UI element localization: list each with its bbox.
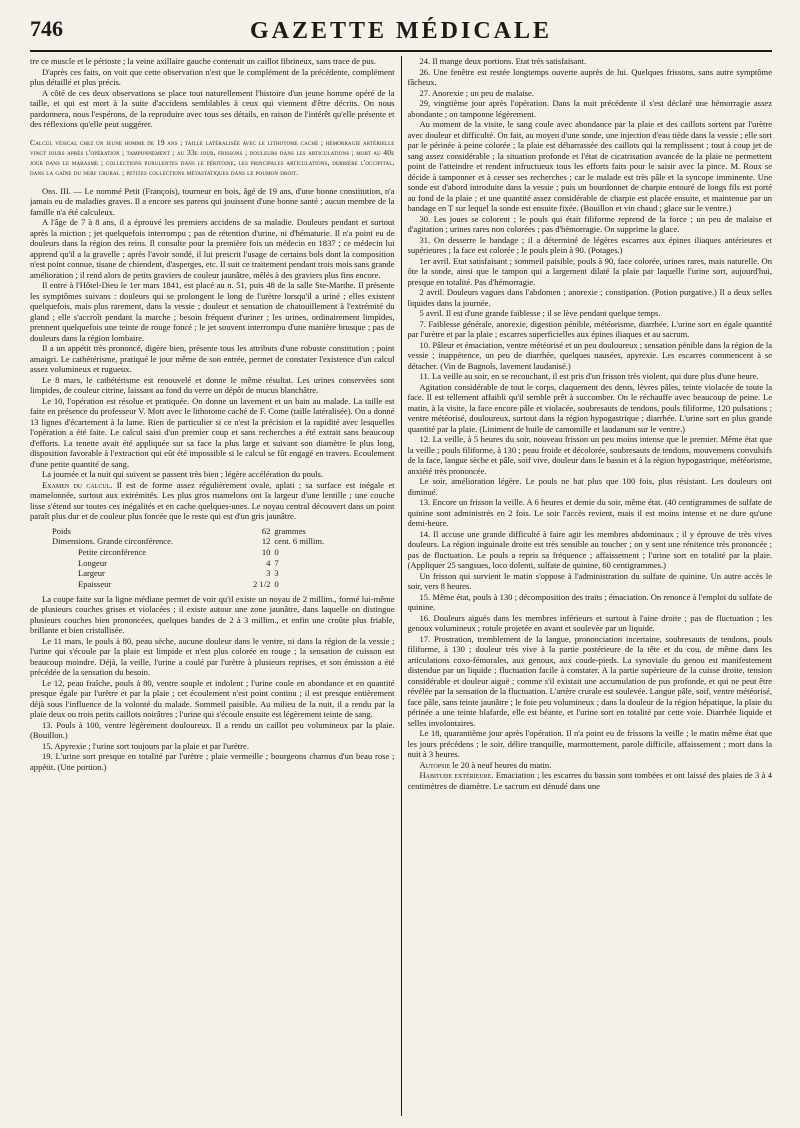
measure-label: Petite circonférence <box>78 546 147 557</box>
left-column <box>30 56 395 1116</box>
paragraph: 30. Les joues se colorent ; le pouls qui était filiforme reprend de la force ; un peu de malaise et d'agitation ; urines rares non colorées ; pas d'hémorragie. On supprime la glace. <box>407 213 772 234</box>
habit-label: Habitude extérieure. <box>419 770 494 780</box>
paragraph: 17. Prostration, tremblement de la langue, prononciation incertaine, soubresauts de tendons, pouls filiforme, à 130 ; douleur très vive à la partie postérieure de la tête et du cou, de même dans les articulations coxo-fémorales, aux genoux, aux coude-pieds. La synoviale du genou est manifestement distendue par un liquide ; fluctuation facile à constater. A la partie supérieure de la cuisse droite, tension considérable et douleur aiguë ; comme s'il existait une accumulation de pus profonde, et qui ne peut être révélée par la sensation de la fluctuation. L'artère crurale est soulevée. Langue pâle, soif, ventre météorisé, face pâle, sans teinte jaunâtre ; le foie peu volumineux ; dans la douleur de la région hépatique, la plaie du périnée a une teinte blafarde, elle est béante, et l'urine sort en totalité par cette voie. Diarrhée liquide et selles involontaires. <box>407 633 772 728</box>
habit-text: Emaciation ; les escarres du bassin sont tombées et ont laissé des plaies de 3 à 4 centimètres de diamètre. Le sacrum est dénudé dans une <box>407 770 772 791</box>
paragraph: 14. Il accuse une grande difficulté à faire agir les membres abdominaux ; il y éprouve de très vives douleurs. La région inguinale droite est très sensible au toucher ; on y sent une rénitence très prononcée ; pas de fluctuation. Le pouls a repris sa fréquence ; affaissement ; l'urine sort en totalité par la plaie. (Appliquer 25 sangsues, loco dolenti, sulfate de quinine, 60 centigrammes.) <box>407 528 772 570</box>
external-habit <box>408 770 773 791</box>
paragraph: 1er avril. Etat satisfaisant ; sommeil paisible, pouls à 90, face colorée, urines rares, mais naturelle. On ôte la sonde, ainsi que le tampon qui a largement dilaté la plaie par laquelle l'urine sort, aujourd'hui, presque en totalité. Pas d'hémorragie. <box>407 255 772 287</box>
measure-row <box>50 547 350 558</box>
measure-value: 62 <box>261 525 271 536</box>
measure-value: 2 1/2 <box>253 578 271 589</box>
exam-text: Il est de forme assez régulièrement ovale, aplati ; sa surface est inégale et mamelonnée, surtout aux extrémités. Les plus gros mamelons ont la largeur d'une lentille ; une couche lisse s'étend sur toutes ces inégalités et en cache quelques-unes. Le noyau central découvert dans un point paraît plus dur et de couleur plus foncée que le reste qui est d'un gris jaunâtre. <box>30 479 395 521</box>
measure-label: Poids <box>52 525 72 536</box>
right-column <box>408 56 773 1116</box>
measure-label: Epaisseur <box>78 578 112 589</box>
measure-row <box>50 568 350 579</box>
paragraph: 26. Une fenêtre est restée longtemps ouverte auprès de lui. Quelques frissons, sans autre symptôme fâcheux. <box>407 66 772 87</box>
measure-value: 3 <box>266 568 271 579</box>
autopsy-text: le 20 à neuf heures du matin. <box>450 759 552 770</box>
measure-value: 10 <box>261 546 271 557</box>
paragraph: Un frisson qui survient le matin s'oppose à l'administration du sulfate de quinine. Un autre accès le soir, vers 8 heures. <box>407 570 772 591</box>
paragraph: 19. L'urine sort presque en totalité par l'urètre ; plaie vermeille ; bourgeons charnus d'un beau rose ; appétit. (Une portion.) <box>30 751 395 772</box>
paragraph: D'après ces faits, on voit que cette observation n'est que le complément de la précédente, complément plus détaillé et plus précis. <box>30 66 395 87</box>
paragraph: 16. Douleurs aiguës dans les membres inférieurs et surtout à l'aine droite ; pas de fluctuation ; les genoux volumineux ; rotule projetée en avant et soulevée par un liquide. <box>407 612 772 633</box>
measure-value-mm: 0 <box>274 578 279 589</box>
paragraph: 15. Apyrexie ; l'urine sort toujours par la plaie et par l'urètre. <box>42 740 249 751</box>
paragraph: Le 8 mars, le cathétérisme est renouvelé et donne le même résultat. Les urines conservées sont limpides, de couleur citrine, laissant au fond du verre un dépôt de mucus blanchâtre. <box>30 374 395 395</box>
paragraph: 27. Anorexie ; un peu de malaise. <box>419 87 534 98</box>
measure-unit: grammes <box>274 525 306 536</box>
paragraph: 15. Même état, pouls à 130 ; décomposition des traits ; émaciation. On renonce à l'emploi du sulfate de quinine. <box>407 591 772 612</box>
paragraph: 12. La veille, à 5 heures du soir, nouveau frisson un peu moins intense que le premier. Même état que la veille ; pouls filiforme, à 130 ; peau froide et décolorée, soubresauts de tendons, mouvemens convulsifs de la face, langue sèche et pâle, soif vive, douleur dans le bassin et à la région hypogastrique, météorisme, anxiété très prononcée. <box>407 434 772 476</box>
paragraph: Le 12, peau fraîche, pouls à 80, ventre souple et indolent ; l'urine coule en abondance et en quantité presque égale par l'urètre et par la plaie ; cet écoulement n'est point continu ; il est presque entièrement déjà sous l'influence de la volonté du malade. Sommeil paisible. Au milieu de la nuit, il a rendu par la plaie deux ou trois petits caillots noirâtres ; l'urine qui s'écoule ensuite est légèrement teinte de sang. <box>30 677 395 720</box>
measure-row <box>50 579 350 590</box>
paragraph: Il entre à l'Hôtel-Dieu le 1er mars 1841, est placé au n. 51, puis 48 de la salle Ste-Marthe. Il présente les symptômes suivans : douleurs qui se prolongent le long de l'urètre lorsqu'il a uriné ; elles existent quelquefois, mais plus rarement, dans la vessie ; douleur et sensation de chatouillement à l'extrémité du gland ; elle s'accroît pendant la marche ; besoin fréquent d'uriner ; les urines, ordinairement limpides, prennent quelquefois une teinte de rouge foncé ; le jet souvent interrompu d'une manière brusque ; pas de douleurs dans la région lombaire. <box>30 280 395 343</box>
paragraph: Le 18, quarantième jour après l'opération. Il n'a point eu de frissons la veille ; le matin même état que les jours précédens ; le soir, délire tranquille, marmottement, parole difficile, affaissement ; mort dans la nuit à 3 heures. <box>407 728 772 759</box>
observation-intro <box>30 186 395 218</box>
paragraph: 5 avril. Il est d'une grande faiblesse ; il se lève pendant quelque temps. <box>419 308 661 318</box>
measure-value-mm: 7 <box>274 557 279 568</box>
page-number: 746 <box>30 16 63 41</box>
paragraph: 31. On desserre le bandage ; il a déterminé de légères escarres aux épines iliaques antérieures et supérieures ; la face est colorée ; le pouls plein à 90. (Potages.) <box>407 234 772 255</box>
paragraph: Il a un appétit très prononcé, digère bien, présente tous les attributs d'une robuste constitution ; point amaigri. Le cathétérisme, pratiqué le jour même de son entrée, permet de constater l'existence d'un calcul assez volumineux et rugueux. <box>30 343 395 374</box>
measure-row <box>50 536 350 547</box>
paragraph: A l'âge de 7 à 8 ans, il a éprouvé les premiers accidens de sa maladie. Douleurs pendant et surtout après la miction ; jet quelquefois interrompu ; pas de rétention d'urine, ni d'hématurie. Il n'a point eu de douleurs dans la région des reins. Il consulte pour la première fois un médecin en 1837 ; ce médecin lui apprend qu'il a la gravelle ; après l'avoir sondé, il lui prescrit l'usage de certains bols dont la composition n'est point connue, tisane de chiendent, d'asperges, etc. Il suit ce traitement pendant trois mois sans grande amélioration ; il rend alors de petits graviers de couleur jaunâtre, mêlés à des graviers plus fins encore. <box>30 217 395 280</box>
measure-value-mm: 3 <box>274 568 279 579</box>
paragraph: Au moment de la visite, le sang coule avec abondance par la plaie et des caillots sortent par l'urètre avec douleur et difficulté. On fait, au moyen d'une sonde, une injection d'eau tiède dans la vessie ; elle sort par le périnée à peine colorée ; la plaie est débarrassée des caillots qui la remplissent ; tout à coup jet de sang assez considérable ; la situation profonde et l'état de cicatrisation avancée de la plaie ne permettent point de l'atteindre et rendent infructueux tous les efforts faits pour le saisir avec la pince. M. Roux se décide à tamponner et à cesser ses recherches ; car le malade est très pâle et la syncope imminente. Une sonde est d'abord introduite dans la vessie ; puis un bourdonnet de charpie entouré de longs fils est porté au fond de la plaie ; et une quantité assez considérable de charpie est placée ensuite, et maintenue par un bandage en T sur lequel la sonde est ensuite fixée. (Bouillon et vin chaud ; glace sur le ventre.) <box>407 119 772 213</box>
measure-row <box>50 558 350 569</box>
measure-value: 4 <box>266 557 271 568</box>
measure-value-mm: 0 <box>274 546 279 557</box>
journal-title: GAZETTE MÉDICALE <box>249 18 553 44</box>
paragraph: 24. Il mange deux portions. Etat très satisfaisant. <box>419 56 587 66</box>
paragraph: 13. Encore un frisson la veille. A 6 heures et demie du soir, même état. (40 centigrammes de sulfate de quinine sont administrés en 2 fois. Le soir l'accès revient, mais il est moins intense et ne dure qu'une demi-heure. <box>407 497 772 528</box>
observation-text: — Le nommé Petit (François), tourneur en bois, âgé de 19 ans, d'une bonne constitution, n'a jamais eu de maladies graves. Il a encore ses parens qui jouissent d'une bonne santé ; aucun membre de la famille n'a été calculeux. <box>30 185 395 217</box>
column-divider <box>401 56 402 1116</box>
paragraph: Le 11 mars, le pouls à 80, peau sèche, aucune douleur dans le ventre, ni dans la région de la vessie ; l'urine qui s'écoule par la plaie est limpide et n'est plus colorée en rouge ; la sensation de cuisson est beaucoup moindre. Déjà, la veille, l'urine a coulé par l'urètre à plusieurs reprises, et son émission a été précédée de la sensation du besoin. <box>30 635 395 678</box>
text-columns <box>30 56 772 1116</box>
measure-label: Dimensions. Grande circonférence. <box>52 536 174 547</box>
paragraph: 10. Pâleur et émaciation, ventre météorisé et un peu douloureux ; sensation pénible dans la région de la vessie ; inappétence, un peu de diarrhée, quelques nausées, apyrexie. Les escarres commencent à se détacher. (Vin de Bagnols, lavement laudanisé.) <box>407 339 772 371</box>
measure-value: 12 <box>261 536 271 547</box>
paragraph: Le 10, l'opération est résolue et pratiquée. On donne un lavement et un bain au malade. La taille est faite en présence du professeur V. Mott avec le lithotome caché de F. Come (taille latéralisée). On a donné 13 lignes d'écartement à la lame. Rien de particulier si ce n'est la précision et la rapidité avec lesquelles l'opération a été faite. Le calcul saisi d'un premier coup et sans recherches a été extrait sans beaucoup d'efforts. La tenette avait été appliquée sur sa face la plus large et suivant son diamètre le plus long, disposition favorable à l'extraction qui eût été impossible si le calcul se fût engagé en travers. Ecoulement d'une petite quantité de sang. <box>30 395 395 469</box>
exam-label: Examen du calcul. <box>42 479 113 490</box>
paragraph: 13. Pouls à 100, ventre légèrement douloureux. Il a rendu un caillot peu volumineux par la plaie. (Bouillon.) <box>30 719 395 741</box>
autopsy-label: Autopsie <box>419 759 451 770</box>
measure-label: Largeur <box>78 568 105 579</box>
measure-row <box>50 526 350 537</box>
paragraph: Le soir, amélioration légère. Le pouls ne bat plus que 100 fois, plus résistant. Les douleurs ont diminué. <box>407 476 772 497</box>
observation-label: Obs. III. <box>42 185 71 196</box>
page-header <box>30 14 772 52</box>
measure-unit: cent. 6 millim. <box>274 536 325 547</box>
paragraph: La coupe faite sur la ligne médiane permet de voir qu'il existe un noyau de 2 millim., formé lui-même de plusieurs couches grises et violacées ; il existe autour une zone jaunâtre, dans laquelle on distingue plusieurs couches bien prononcées, quelques bandes de 2 à 3 millim., et enfin une croûte plus friable, brillante et bien cristallisée. <box>30 593 395 636</box>
autopsy-heading <box>408 760 773 771</box>
case-title: Calcul vésical chez un jeune homme de 19 ans ; taille latéralisée avec le lithotome caché ; hémorragie artérielle vingt jours après l'opération ; tamponnement ; au 33e jour, frissons ; douleurs dans les articulations ; mort au 40e jour dans le marasme ; collections purulentes dans le péritoine, les principales articulations, derrière l'occipital, dans la gaîne du nerf crural ; petites collections métastatiques dans le poumon droit. <box>30 137 395 177</box>
paragraph: tre ce muscle et le périoste ; la veine axillaire gauche contenait un caillot fibrineux, sans trace de pus. <box>30 56 377 66</box>
paragraph: 29, vingtième jour après l'opération. Dans la nuit précédente il s'est déclaré une hémorragie assez abondante ; on tamponne légèrement. <box>407 98 772 119</box>
paragraph: Agitation considérable de tout le corps, claquement des dents, lèvres pâles, teinte violacée de toute la face. Il est tellement affaibli qu'il semble prêt à succomber. On le réchauffe avec beaucoup de peine. Le matin, à la visite, la face encore pâle et violacée, soubresauts de tendons, pouls filiforme, 120 pulsations ; ventre météorisé, douloureux, surtout dans la région hypogastrique ; diarrhée. L'urine sort en plus grande quantité par la plaie. (Liniment de huile de camomille et laudanum sur le ventre.) <box>407 381 772 434</box>
calculus-measurements <box>50 526 350 590</box>
paragraph: La journée et la nuit qui suivent se passent très bien ; légère accélération du pouls. <box>42 469 324 479</box>
paragraph: 7. Faiblesse générale, anorexie, digestion pénible, météorisme, diarrhée. L'urine sort en égale quantité par l'urètre et par la plaie ; escarres superficielles aux épines iliaques et au sacrum. <box>407 318 772 339</box>
calculus-exam <box>30 480 395 522</box>
paragraph: A côté de ces deux observations se place tout naturellement l'histoire d'un jeune homme opéré de la taille, et qui est mort à la suite d'accidens semblables à ceux qui viennent d'être décrits. On nous pardonnera, nous l'espérons, de la reproduire avec tous ses détails, en raison de l'intérêt qu'elle présente et des réflexions qu'elle peut suggérer. <box>30 87 395 129</box>
paragraph: 2 avril. Douleurs vagues dans l'abdomen ; anorexie ; constipation. (Potion purgative.) Il a deux selles liquides dans la journée. <box>407 287 772 308</box>
paragraph: 11. La veille au soir, en se recouchant, il est pris d'un frisson très violent, qui dure plus d'une heure. <box>419 371 759 381</box>
measure-label: Longeur <box>78 557 107 568</box>
